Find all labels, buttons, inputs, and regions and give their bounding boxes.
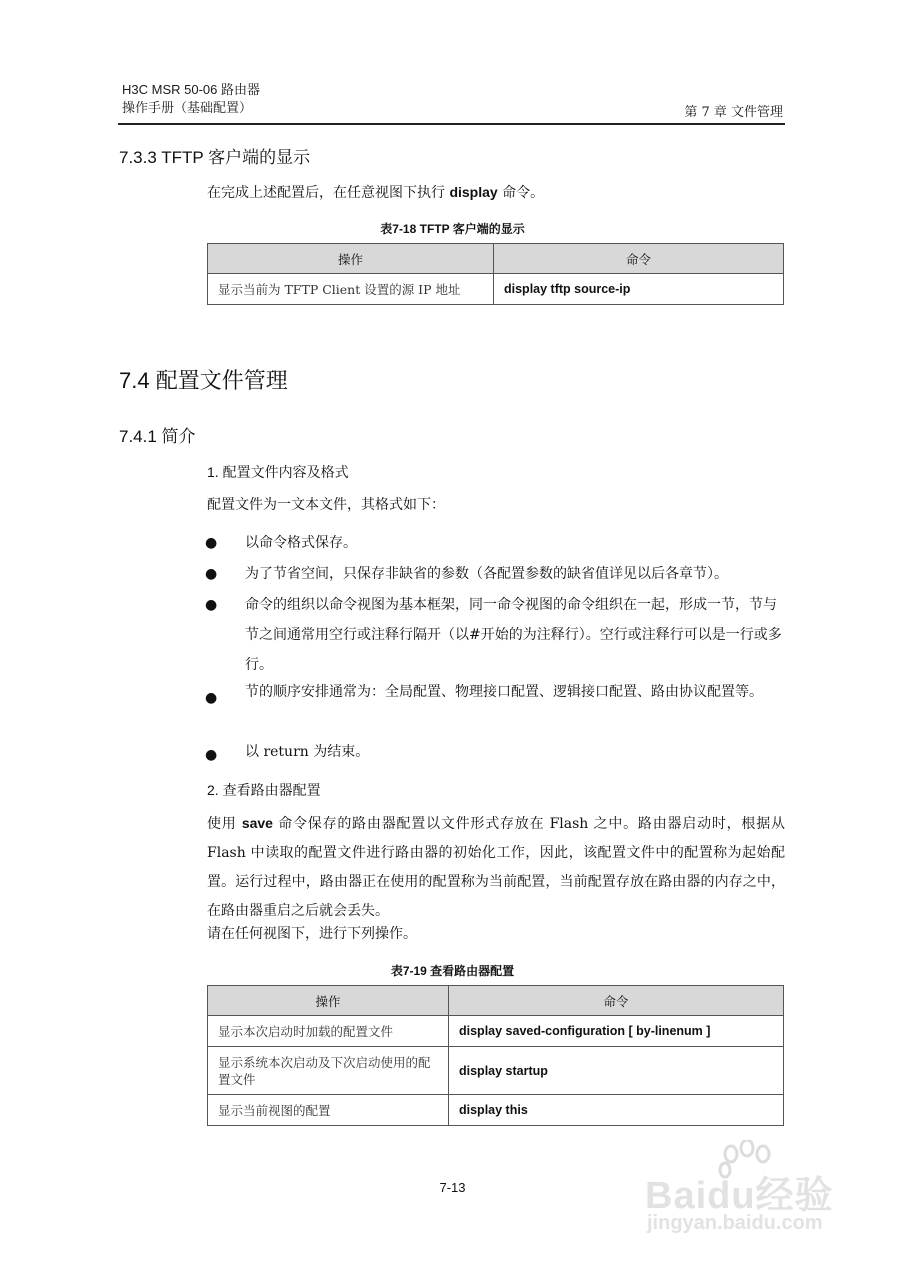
cell-operation: 显示当前为 TFTP Client 设置的源 IP 地址 <box>208 274 494 305</box>
watermark-brand: Baidu经验 <box>645 1175 834 1217</box>
header-rule <box>118 123 785 125</box>
para-prefix: 使用 <box>207 816 242 832</box>
list-item: 为了节省空间，只保存非缺省的参数（各配置参数的缺省值详见以后各章节）。 <box>245 566 728 582</box>
section-7-3-3-heading: 7.3.3 TFTP 客户端的显示 <box>119 148 311 167</box>
page-number: 7-13 <box>439 1180 466 1195</box>
table-row <box>208 274 784 305</box>
table-header-row <box>208 986 784 1016</box>
list-item: 命令的组织以命令视图为基本框架，同一命令视图的命令组织在一起，形成一节，节与节之间通常用空行或注释行隔开（以#开始的为注释行）。空行或注释行可以是一行或多行。 <box>245 597 782 673</box>
section-7-3-3-intro <box>207 178 544 208</box>
table-7-19-caption: 表7-19 查看路由器配置 <box>390 964 515 978</box>
cell-command: display this <box>449 1095 784 1126</box>
table-row <box>208 1095 784 1126</box>
para-rest: 命令保存的路由器配置以文件形式存放在 Flash 之中。路由器启动时，根据从 Flash 中读取的配置文件进行路由器的初始化工作，因此，该配置文件中的配置称为起始配置。运行过程中，路由器正在使用的配置称为当前配置，当前配置存放在路由器的内存之中，在路由器重启之后就会丢失。 <box>207 816 785 919</box>
header-product: H3C MSR 50-06 路由器 <box>122 82 260 97</box>
cell-command: display startup <box>449 1047 784 1095</box>
header-chapter: 第 7 章 文件管理 <box>684 105 783 120</box>
subsection-2-paragraph <box>207 809 785 926</box>
column-header-command: 命令 <box>449 986 784 1016</box>
cell-operation: 显示系统本次启动及下次启动使用的配置文件 <box>208 1047 449 1095</box>
intro-suffix: 命令。 <box>497 185 545 201</box>
column-header-command: 命令 <box>494 244 784 274</box>
list-item: 节的顺序安排通常为：全局配置、物理接口配置、逻辑接口配置、路由协议配置等。 <box>245 684 763 700</box>
baidu-watermark <box>645 1140 855 1240</box>
cell-command: display tftp source-ip <box>494 274 784 305</box>
subsection-2-instruction: 请在任何视图下，进行下列操作。 <box>207 926 417 942</box>
table-row <box>208 1016 784 1047</box>
para-command: save <box>241 815 273 831</box>
watermark-url: jingyan.baidu.com <box>647 1212 823 1234</box>
list-item: 以 return 为结束。 <box>245 744 370 760</box>
cell-operation: 显示本次启动时加载的配置文件 <box>208 1016 449 1047</box>
section-7-4-heading: 7.4 配置文件管理 <box>119 368 288 393</box>
bullet-icon: ● <box>205 690 218 706</box>
intro-command: display <box>449 184 498 200</box>
bullet-icon: ● <box>205 535 218 551</box>
subsection-1-intro: 配置文件为一文本文件，其格式如下： <box>207 497 445 513</box>
bullet-icon: ● <box>205 747 218 763</box>
table-7-19 <box>207 985 784 1126</box>
subsection-1-heading: 1. 配置文件内容及格式 <box>207 464 349 480</box>
header-manual: 操作手册（基础配置） <box>122 101 253 116</box>
intro-prefix: 在完成上述配置后，在任意视图下执行 <box>207 185 450 201</box>
cell-operation: 显示当前视图的配置 <box>208 1095 449 1126</box>
section-7-4-1-heading: 7.4.1 简介 <box>119 427 196 446</box>
cell-command: display saved-configuration [ by-linenum ] <box>449 1016 784 1047</box>
list-item: 以命令格式保存。 <box>245 535 357 551</box>
bullet-icon: ● <box>205 597 218 613</box>
column-header-operation: 操作 <box>208 244 494 274</box>
table-header-row <box>208 244 784 274</box>
subsection-2-heading: 2. 查看路由器配置 <box>207 782 321 798</box>
table-7-18 <box>207 243 784 305</box>
table-row <box>208 1047 784 1095</box>
column-header-operation: 操作 <box>208 986 449 1016</box>
table-7-18-caption: 表7-18 TFTP 客户端的显示 <box>380 222 525 236</box>
bullet-icon: ● <box>205 566 218 582</box>
